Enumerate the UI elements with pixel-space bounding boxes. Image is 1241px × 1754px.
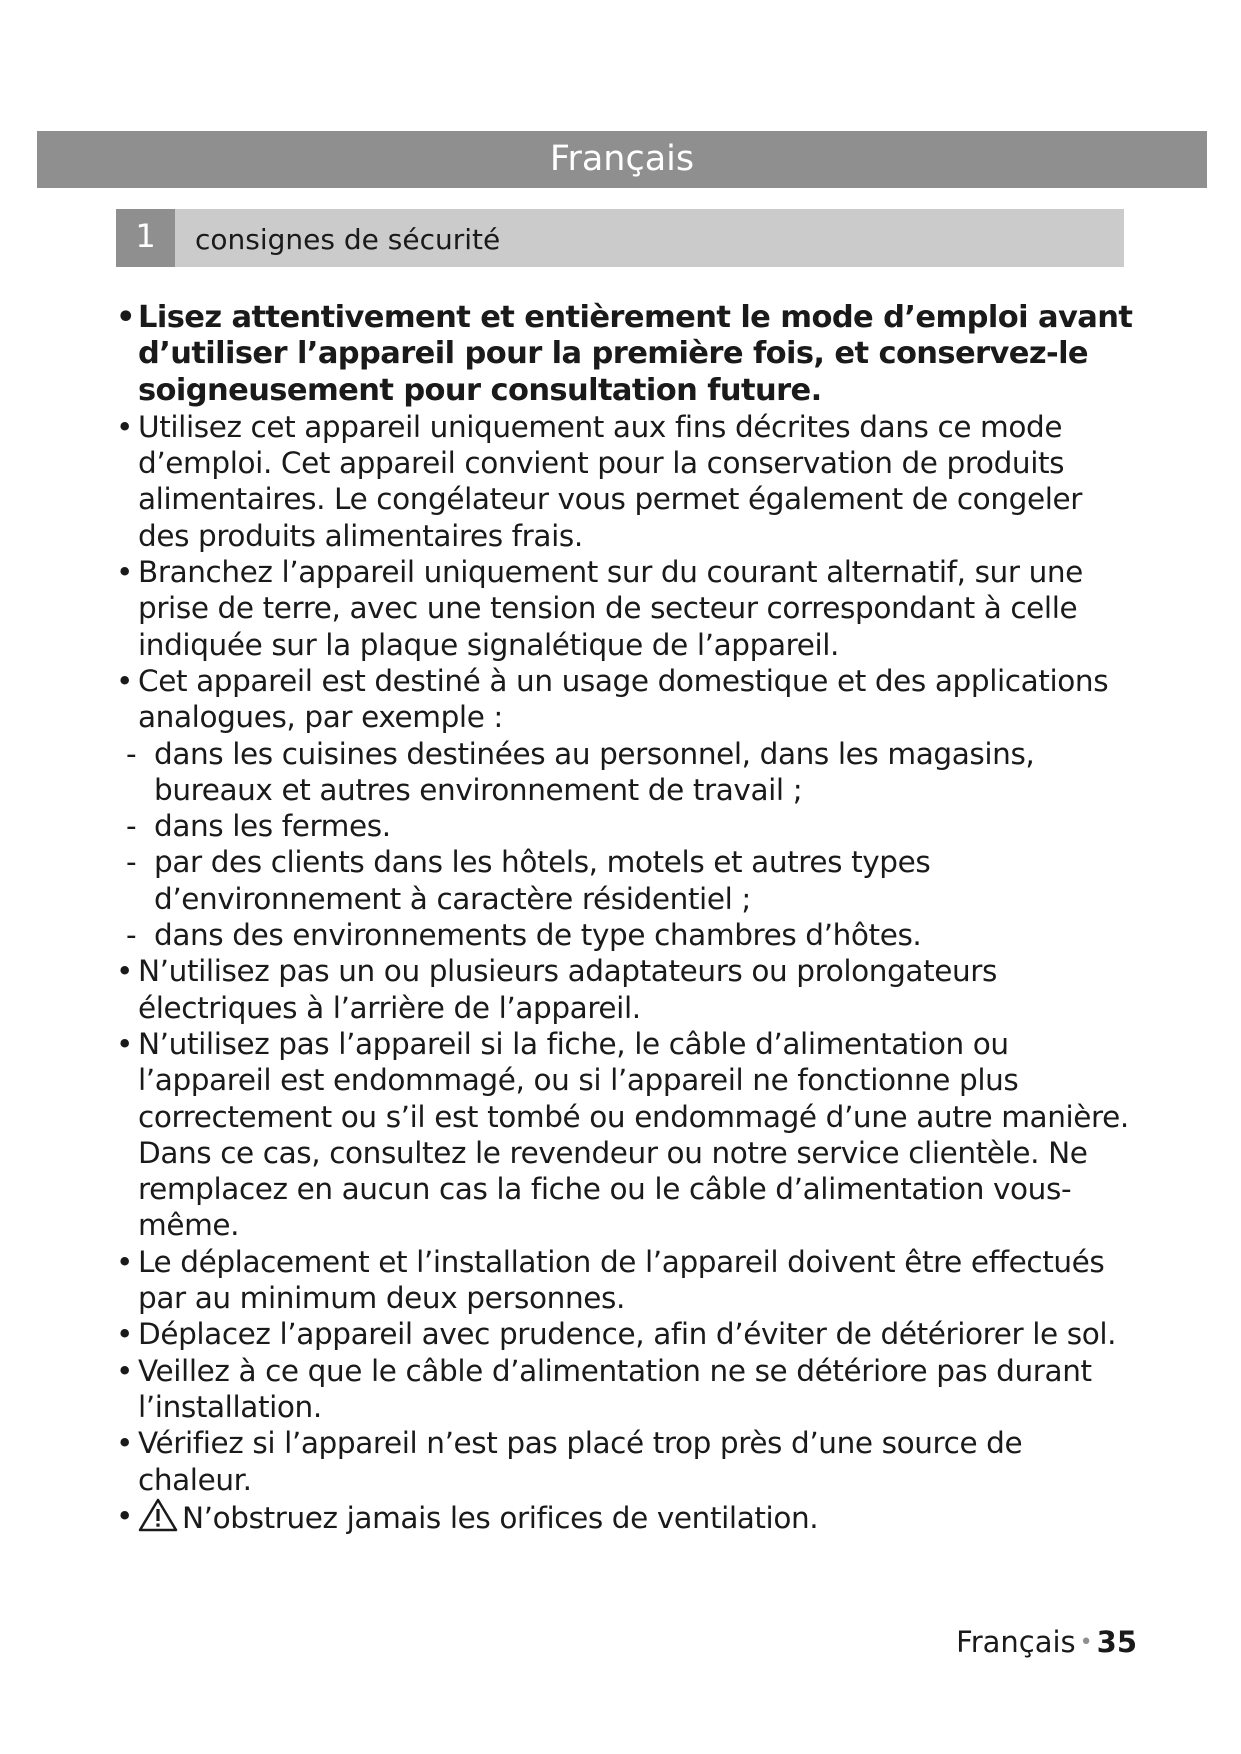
list-item-text: N’utilisez pas un ou plusieurs adaptateurs ou prolongateurs électriques à l’arrière de l’appareil.	[138, 954, 997, 1025]
bullet: •	[116, 954, 134, 989]
footer-language: Français	[956, 1625, 1076, 1659]
bullet: •	[116, 300, 135, 335]
list-item	[116, 1316, 1136, 1352]
bullet: •	[116, 409, 134, 444]
dash: -	[126, 845, 137, 880]
sub-list-item-text: dans les fermes.	[154, 809, 391, 844]
list-item	[116, 1353, 1136, 1426]
dash: -	[126, 918, 137, 953]
list-item	[116, 1425, 1136, 1498]
list-item-text: N’obstruez jamais les orifices de ventilation.	[182, 1500, 819, 1535]
dash: -	[126, 809, 137, 844]
bullet: •	[116, 1353, 134, 1388]
dash: -	[126, 736, 137, 771]
sub-list-item-text: dans des environnements de type chambres d’hôtes.	[154, 918, 922, 953]
language-header	[37, 131, 1207, 188]
page-footer	[956, 1625, 1137, 1659]
section-number: 1	[116, 209, 175, 267]
list-item	[116, 409, 1136, 554]
list-item-text: Branchez l’appareil uniquement sur du courant alternatif, sur une prise de terre, avec une tension de secteur correspondant à celle indiquée sur la plaque signalétique de l’appareil.	[138, 555, 1083, 662]
section-title: consignes de sécurité	[195, 223, 501, 256]
list-item-text: Le déplacement et l’installation de l’appareil doivent être effectués par au minimum deux personnes.	[138, 1244, 1105, 1316]
bullet: •	[116, 1426, 134, 1461]
list-item-text: Veillez à ce que le câble d’alimentation ne se détériore pas durant l’installation.	[138, 1353, 1092, 1424]
safety-instructions-list	[116, 300, 1136, 1536]
list-item-warning	[116, 1498, 1136, 1536]
sub-list-item	[116, 736, 1136, 809]
warning-triangle-icon	[138, 1498, 178, 1532]
bullet: •	[116, 663, 134, 698]
bullet: •	[116, 1026, 134, 1061]
sub-list-item-text: dans les cuisines destinées au personnel, dans les magasins, bureaux et autres environnement de travail ;	[154, 736, 1035, 807]
bullet: •	[116, 1317, 134, 1352]
list-item-text: N’utilisez pas l’appareil si la fiche, le câble d’alimentation ou l’appareil est endommagé, ou si l’appareil ne fonctionne plus correctement ou s’il est tombé ou endommagé d’une autre manière. Dans ce cas, consultez le revendeur ou notre service clientèle. Ne remplacez en aucun cas la fiche ou le câble d’alimentation vous-même.	[138, 1026, 1129, 1243]
language-header-title: Français	[549, 139, 695, 179]
list-item-text: Lisez attentivement et entièrement le mode d’emploi avant d’utiliser l’appareil pour la première fois, et conservez-le soigneusement pour consultation future.	[138, 300, 1133, 408]
section-heading	[116, 209, 1124, 267]
list-item-text: Cet appareil est destiné à un usage domestique et des applications analogues, par exemple :	[138, 663, 1109, 735]
bullet: •	[116, 1244, 134, 1279]
sub-list-item-text: par des clients dans les hôtels, motels et autres types d’environnement à caractère résidentiel ;	[154, 845, 931, 916]
footer-separator-dot: •	[1079, 1630, 1093, 1655]
list-item	[116, 1026, 1136, 1244]
list-item-text: Vérifiez si l’appareil n’est pas placé trop près d’une source de chaleur.	[138, 1426, 1023, 1497]
list-item	[116, 554, 1136, 663]
list-item-text: Utilisez cet appareil uniquement aux fins décrites dans ce mode d’emploi. Cet appareil convient pour la conservation de produits alimentaires. Le congélateur vous permet également de congeler des produits alimentaires frais.	[138, 409, 1082, 553]
bullet: •	[116, 555, 134, 590]
bullet: •	[116, 1498, 134, 1533]
sub-list-item	[116, 844, 1136, 917]
sub-list-item	[116, 917, 1136, 953]
sub-list-item	[116, 808, 1136, 844]
list-item	[116, 663, 1136, 736]
list-item	[116, 1244, 1136, 1317]
list-item-important-notice	[116, 300, 1136, 409]
list-item	[116, 953, 1136, 1026]
list-item-text: Déplacez l’appareil avec prudence, afin d’éviter de détériorer le sol.	[138, 1317, 1117, 1352]
page-number: 35	[1096, 1625, 1137, 1659]
